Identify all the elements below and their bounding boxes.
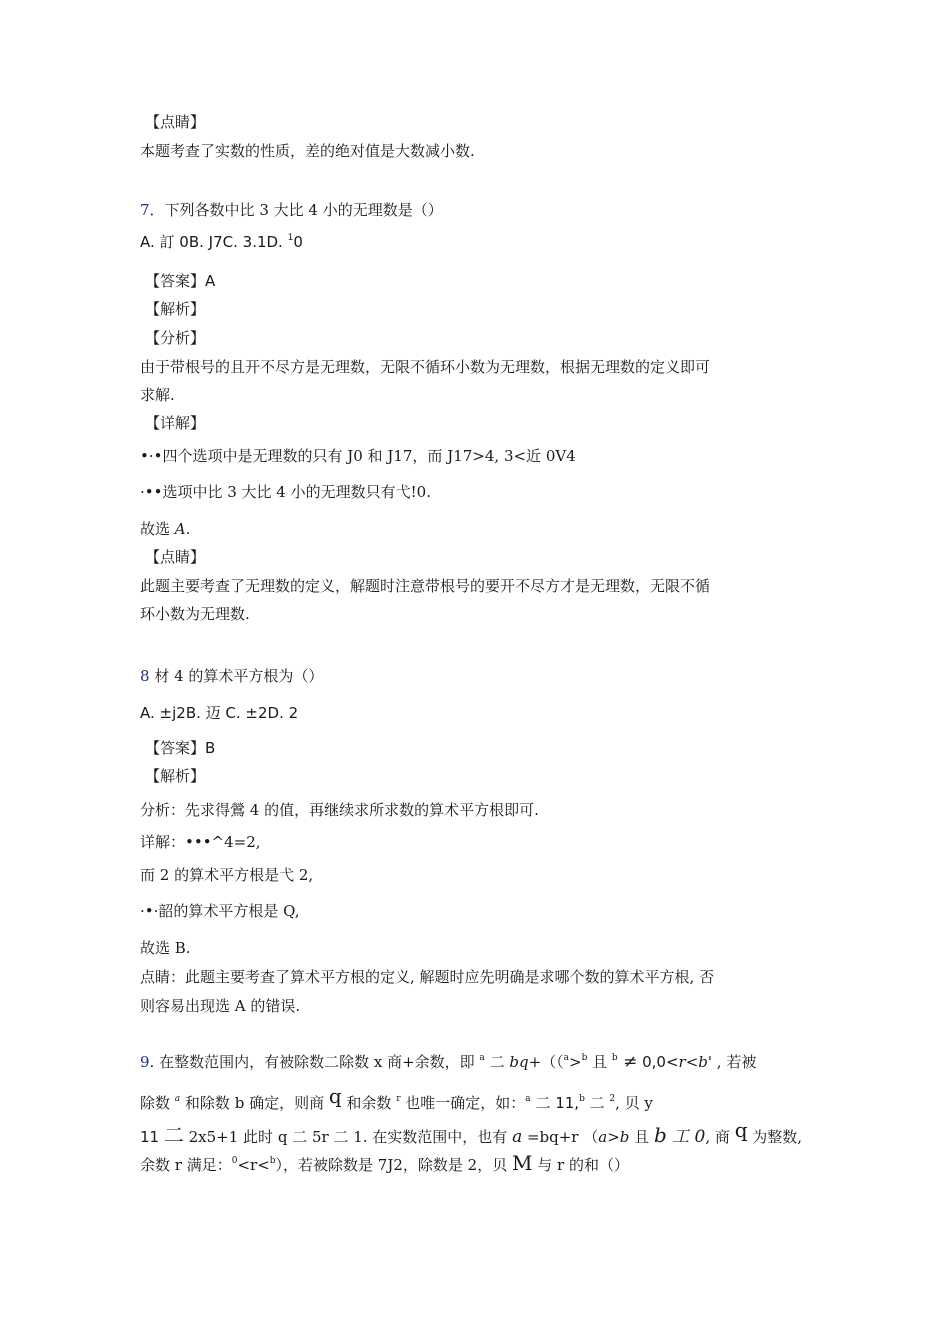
q9-l4-text-c: ），若被除数是 7J2，除数是 2，贝 <box>275 1156 512 1174</box>
q9-l1-text-c: +（（ <box>528 1053 564 1071</box>
q9-l1-sup-a2: a <box>563 1053 570 1063</box>
q9-line2 <box>140 1086 820 1113</box>
q7-dianjing-line1: 此题主要考查了无理数的定义，解题时注意带根号的要开不尽方才是无理数，无限不循 <box>140 577 711 595</box>
q7-number: 7 <box>140 201 150 219</box>
q9-l3-text-g: 工 0 <box>666 1127 706 1147</box>
q9-l2-sup-r: r <box>396 1094 401 1104</box>
q9-l3-eq: 二 <box>163 1123 184 1147</box>
q9-line4 <box>140 1153 820 1175</box>
q8-options: A. ±j2B. 迈 C. ±2D. 2 <box>140 704 299 722</box>
q9-l2-text-d: 也唯一确定，如： <box>400 1094 526 1112</box>
q7-stem <box>140 200 820 220</box>
q7-stem-text: ．下列各数中比 3 大比 4 小的无理数是（） <box>149 201 443 219</box>
q9-l3-b: b <box>653 1123 667 1147</box>
q9-l1-sup-b: b <box>581 1053 588 1063</box>
q7-choose-prefix: 故选 <box>140 520 175 538</box>
q7-detail1: •·•四个选项中是无理数的只有 J0 和 J17，而 J17>4, 3<近 0V4 <box>140 447 576 465</box>
q8-xiangjie: 详解：•••^4=2, <box>140 833 261 851</box>
q8-fenxi: 分析：先求得鶯 4 的值，再继续求所求数的算术平方根即可. <box>140 801 539 819</box>
q7-jiexi-label: 【解析】 <box>145 300 206 318</box>
q9-l3-text-b: 2x5+1 此时 q 二 5r 二 1. 在实数范围中，也有 <box>183 1128 513 1146</box>
q9-l2-text-c: 和余数 <box>341 1094 397 1112</box>
q9-l1-r: r <box>678 1053 686 1071</box>
q9-l3-text-a: 11 <box>140 1128 164 1146</box>
q9-l3-a: a <box>512 1127 523 1147</box>
q8-line-er: 而 2 的算术平方根是弋 2, <box>140 866 314 884</box>
q9-line3 <box>140 1120 820 1147</box>
q8-answer <box>145 738 825 758</box>
q9-l2-text-e: 二 11, <box>530 1094 580 1112</box>
q9-l2-sup-a: a <box>174 1094 181 1104</box>
q7-options-sup: 1 <box>287 233 294 243</box>
q9-l3-text-i: 为整数, <box>747 1128 803 1146</box>
q9-l1-neq: ≠ <box>617 1052 638 1072</box>
q8-choose: 故选 B. <box>140 939 191 957</box>
q7-dianjing-line2: 环小数为无理数. <box>140 605 250 623</box>
q9-l1-text-f: 0,0< <box>637 1053 679 1071</box>
q8-number: 8 <box>140 667 150 685</box>
q9-l1-sup-b2: b <box>611 1053 618 1063</box>
q9-l1-text-b: 二 <box>484 1053 510 1071</box>
q7-dianjing-label: 【点睛】 <box>145 548 206 566</box>
q7-fenxi-line2: 求解. <box>140 386 175 404</box>
q9-l3-text-e: 且 <box>629 1128 654 1146</box>
q8-line-shao: ·•·韶的算术平方根是 Q, <box>140 902 300 920</box>
q9-l1-b3: b <box>698 1053 708 1071</box>
q9-l4-text-d: 与 r 的和（） <box>532 1156 629 1174</box>
q7-choose <box>140 519 820 539</box>
q9-l4-text-a: 余数 r 满足： <box>140 1156 232 1174</box>
q9-l2-text-f: 二 <box>584 1094 610 1112</box>
q9-line1 <box>140 1052 820 1072</box>
q9-l4-sup-0: 0 <box>231 1156 238 1166</box>
q9-l1-text-g: < <box>685 1053 699 1071</box>
q9-l4-sup-b: b <box>269 1156 276 1166</box>
q9-l1-text-d: > <box>569 1053 582 1071</box>
q7-answer-label: 【答案】 <box>145 272 206 290</box>
q9-l1-text-e: 且 <box>587 1053 612 1071</box>
q8-answer-value: B <box>205 739 216 757</box>
q9-l1-text-a: . 在整数范围内，有被除数二除数 x 商+余数，即 <box>149 1053 480 1071</box>
q8-stem-text: 材 4 的算术平方根为（） <box>149 667 324 685</box>
q9-l2-q: q <box>328 1084 342 1108</box>
q9-l4-text-b: <r< <box>237 1156 270 1174</box>
q9-l2-text-g: , 贝 y <box>615 1094 653 1112</box>
q9-l3-text-h: , 商 <box>705 1128 735 1146</box>
q7-options <box>140 232 820 252</box>
q7-choose-suffix: . <box>185 520 191 538</box>
q6-dianjing-text: 本题考查了实数的性质，差的绝对值是大数减小数. <box>140 142 475 160</box>
q7-answer-value: A <box>205 272 216 290</box>
q9-l2-text-b: 和除数 b 确定，则商 <box>180 1094 329 1112</box>
q9-number: 9 <box>140 1053 150 1071</box>
q8-dianjing-line1: 点睛：此题主要考查了算术平方根的定义, 解题时应先明确是求哪个数的算术平方根, 否 <box>140 968 715 986</box>
q6-dianjing-label: 【点睛】 <box>145 113 206 131</box>
q7-choose-value: A <box>174 520 186 538</box>
q9-l2-sup-b: b <box>579 1094 585 1104</box>
q9-l1-text-h: ' , 若被 <box>707 1053 757 1071</box>
q7-fenxi-label: 【分析】 <box>145 329 206 347</box>
q7-detail2: ·••选项中比 3 大比 4 小的无理数只有弋!0. <box>140 483 431 501</box>
q9-l3-q: q <box>734 1118 748 1142</box>
q8-dianjing-line2: 则容易出现选 A 的错误. <box>140 997 301 1015</box>
q9-l2-sup-a2: a <box>525 1094 531 1104</box>
q7-options-text: A. 訂 0B. J7C. 3.1D. <box>140 233 288 251</box>
q8-jiexi-label: 【解析】 <box>145 767 206 785</box>
q9-l3-text-c: =bq+r （ <box>522 1128 599 1146</box>
q7-options-tail: 0 <box>293 233 303 251</box>
q8-answer-label: 【答案】 <box>145 739 206 757</box>
q9-l4-M: M <box>511 1151 533 1175</box>
q9-l2-sup-2: 2 <box>609 1094 616 1104</box>
q8-stem <box>140 666 820 686</box>
q9-l3-text-d: a>b <box>598 1128 630 1146</box>
q9-l1-sup-a: a <box>479 1053 485 1063</box>
q7-answer <box>145 271 825 291</box>
q7-xiangjie-label: 【详解】 <box>145 414 206 432</box>
q9-l1-bq: bq <box>509 1053 529 1071</box>
q9-l2-text-a: 除数 <box>140 1094 175 1112</box>
q7-fenxi-line1: 由于带根号的且开不尽方是无理数，无限不循环小数为无理数，根据无理数的定义即可 <box>140 358 711 376</box>
